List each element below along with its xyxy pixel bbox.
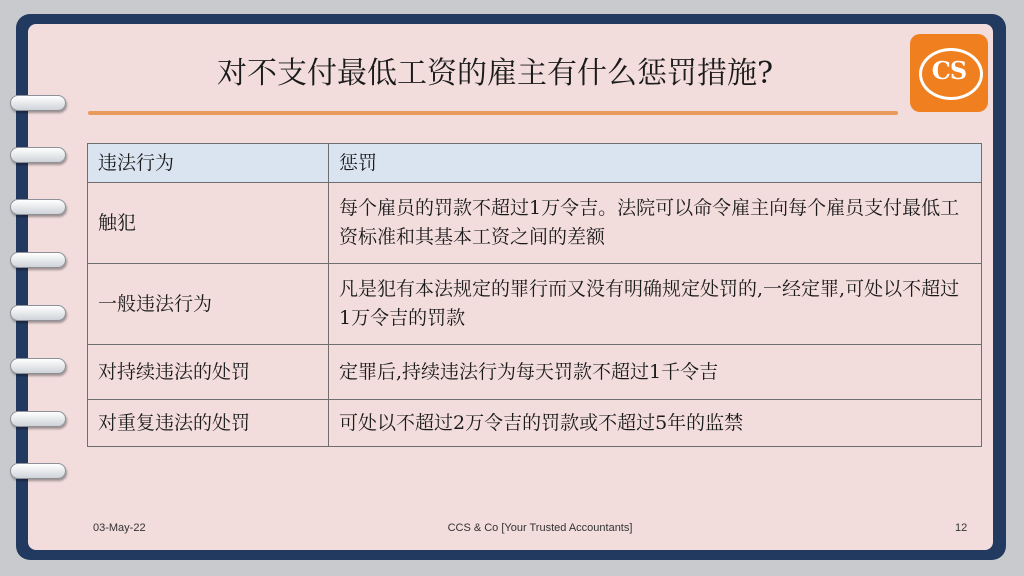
footer-company: CCS & Co [Your Trusted Accountants]	[447, 522, 633, 534]
footer-page-number: 12	[955, 522, 968, 534]
binder-ring	[8, 409, 66, 429]
penalty-table	[87, 143, 982, 447]
penalty-cell: 凡是犯有本法规定的罪行而又没有明确规定处罚的,一经定罪,可处以不超过1万令吉的罚款	[329, 264, 982, 345]
slide-title: 对不支付最低工资的雇主有什么惩罚措施?	[216, 56, 774, 91]
title-underline	[88, 111, 898, 115]
binder-ring	[8, 461, 66, 481]
offense-cell: 对重复违法的处罚	[88, 400, 329, 447]
penalty-cell: 可处以不超过2万令吉的罚款或不超过5年的监禁	[329, 400, 982, 447]
header-offense: 违法行为	[88, 144, 329, 183]
offense-cell: 对持续违法的处罚	[88, 345, 329, 400]
binder-ring	[8, 197, 66, 217]
footer-date: 03-May-22	[93, 522, 146, 534]
offense-cell: 一般违法行为	[88, 264, 329, 345]
header-penalty: 惩罚	[329, 144, 982, 183]
table-row	[88, 345, 982, 400]
binder-ring	[8, 250, 66, 270]
binder-ring	[8, 303, 66, 323]
binder-ring	[8, 93, 66, 113]
binder-ring	[8, 356, 66, 376]
table-row	[88, 183, 982, 264]
offense-cell: 触犯	[88, 183, 329, 264]
binder-ring	[8, 145, 66, 165]
ccs-logo-icon	[910, 34, 988, 112]
logo-text: CS	[931, 56, 967, 85]
penalty-cell: 每个雇员的罚款不超过1万令吉。法院可以命令雇主向每个雇员支付最低工资标准和其基本工资之间的差额	[329, 183, 982, 264]
penalty-cell: 定罪后,持续违法行为每天罚款不超过1千令吉	[329, 345, 982, 400]
table-row	[88, 400, 982, 447]
table-header-row	[88, 144, 982, 183]
table-row	[88, 264, 982, 345]
